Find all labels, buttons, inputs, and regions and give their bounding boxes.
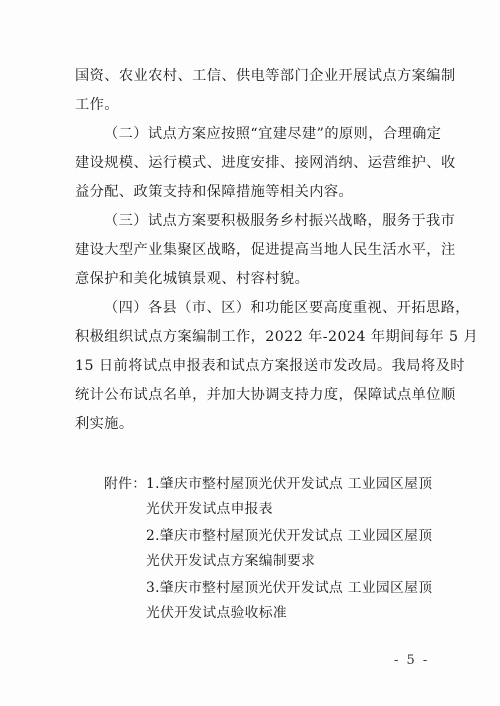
attachment-item-2-line2: 光伏开发试点方案编制要求 bbox=[146, 553, 316, 569]
attachment-item-1-line1: 1.肇庆市整村屋顶光伏开发试点 工业园区屋顶 bbox=[146, 476, 433, 492]
body-line: 工作。 bbox=[75, 97, 119, 113]
body-line: （三）试点方案要积极服务乡村振兴战略，服务于我市 bbox=[104, 213, 456, 229]
body-line: （二）试点方案应按照“宜建尽建”的原则，合理确定 bbox=[104, 126, 442, 142]
body-line: （四）各县（市、区）和功能区要高度重视、开拓思路， bbox=[104, 300, 470, 316]
body-line: 积极组织试点方案编制工作，2022 年-2024 年期间每年 5 月 bbox=[75, 329, 479, 345]
body-line: 利实施。 bbox=[75, 416, 134, 432]
attachment-item-1-line2: 光伏开发试点申报表 bbox=[146, 501, 273, 517]
body-line: 国资、农业农村、工信、供电等部门企业开展试点方案编制 bbox=[75, 68, 456, 84]
body-line: 统计公布试点名单，并加大协调支持力度，保障试点单位顺 bbox=[75, 387, 456, 403]
body-line: 15 日前将试点申报表和试点方案报送市发改局。我局将及时 bbox=[75, 358, 465, 374]
body-line: 意保护和美化城镇景观、村容村貌。 bbox=[75, 271, 310, 287]
attachment-item-3-line1: 3.肇庆市整村屋顶光伏开发试点 工业园区屋顶 bbox=[146, 580, 433, 596]
attachment-item-3-line2: 光伏开发试点验收标准 bbox=[146, 605, 287, 621]
attachment-item-2-line1: 2.肇庆市整村屋顶光伏开发试点 工业园区屋顶 bbox=[146, 528, 433, 544]
attachments-label: 附件： bbox=[104, 476, 147, 492]
body-line: 建设大型产业集聚区战略，促进提高当地人民生活水平，注 bbox=[75, 242, 456, 258]
body-line: 益分配、政策支持和保障措施等相关内容。 bbox=[75, 184, 354, 200]
page-number: - 5 - bbox=[394, 653, 430, 668]
body-line: 建设规模、运行模式、进度安排、接网消纳、运营维护、收 bbox=[75, 155, 456, 171]
